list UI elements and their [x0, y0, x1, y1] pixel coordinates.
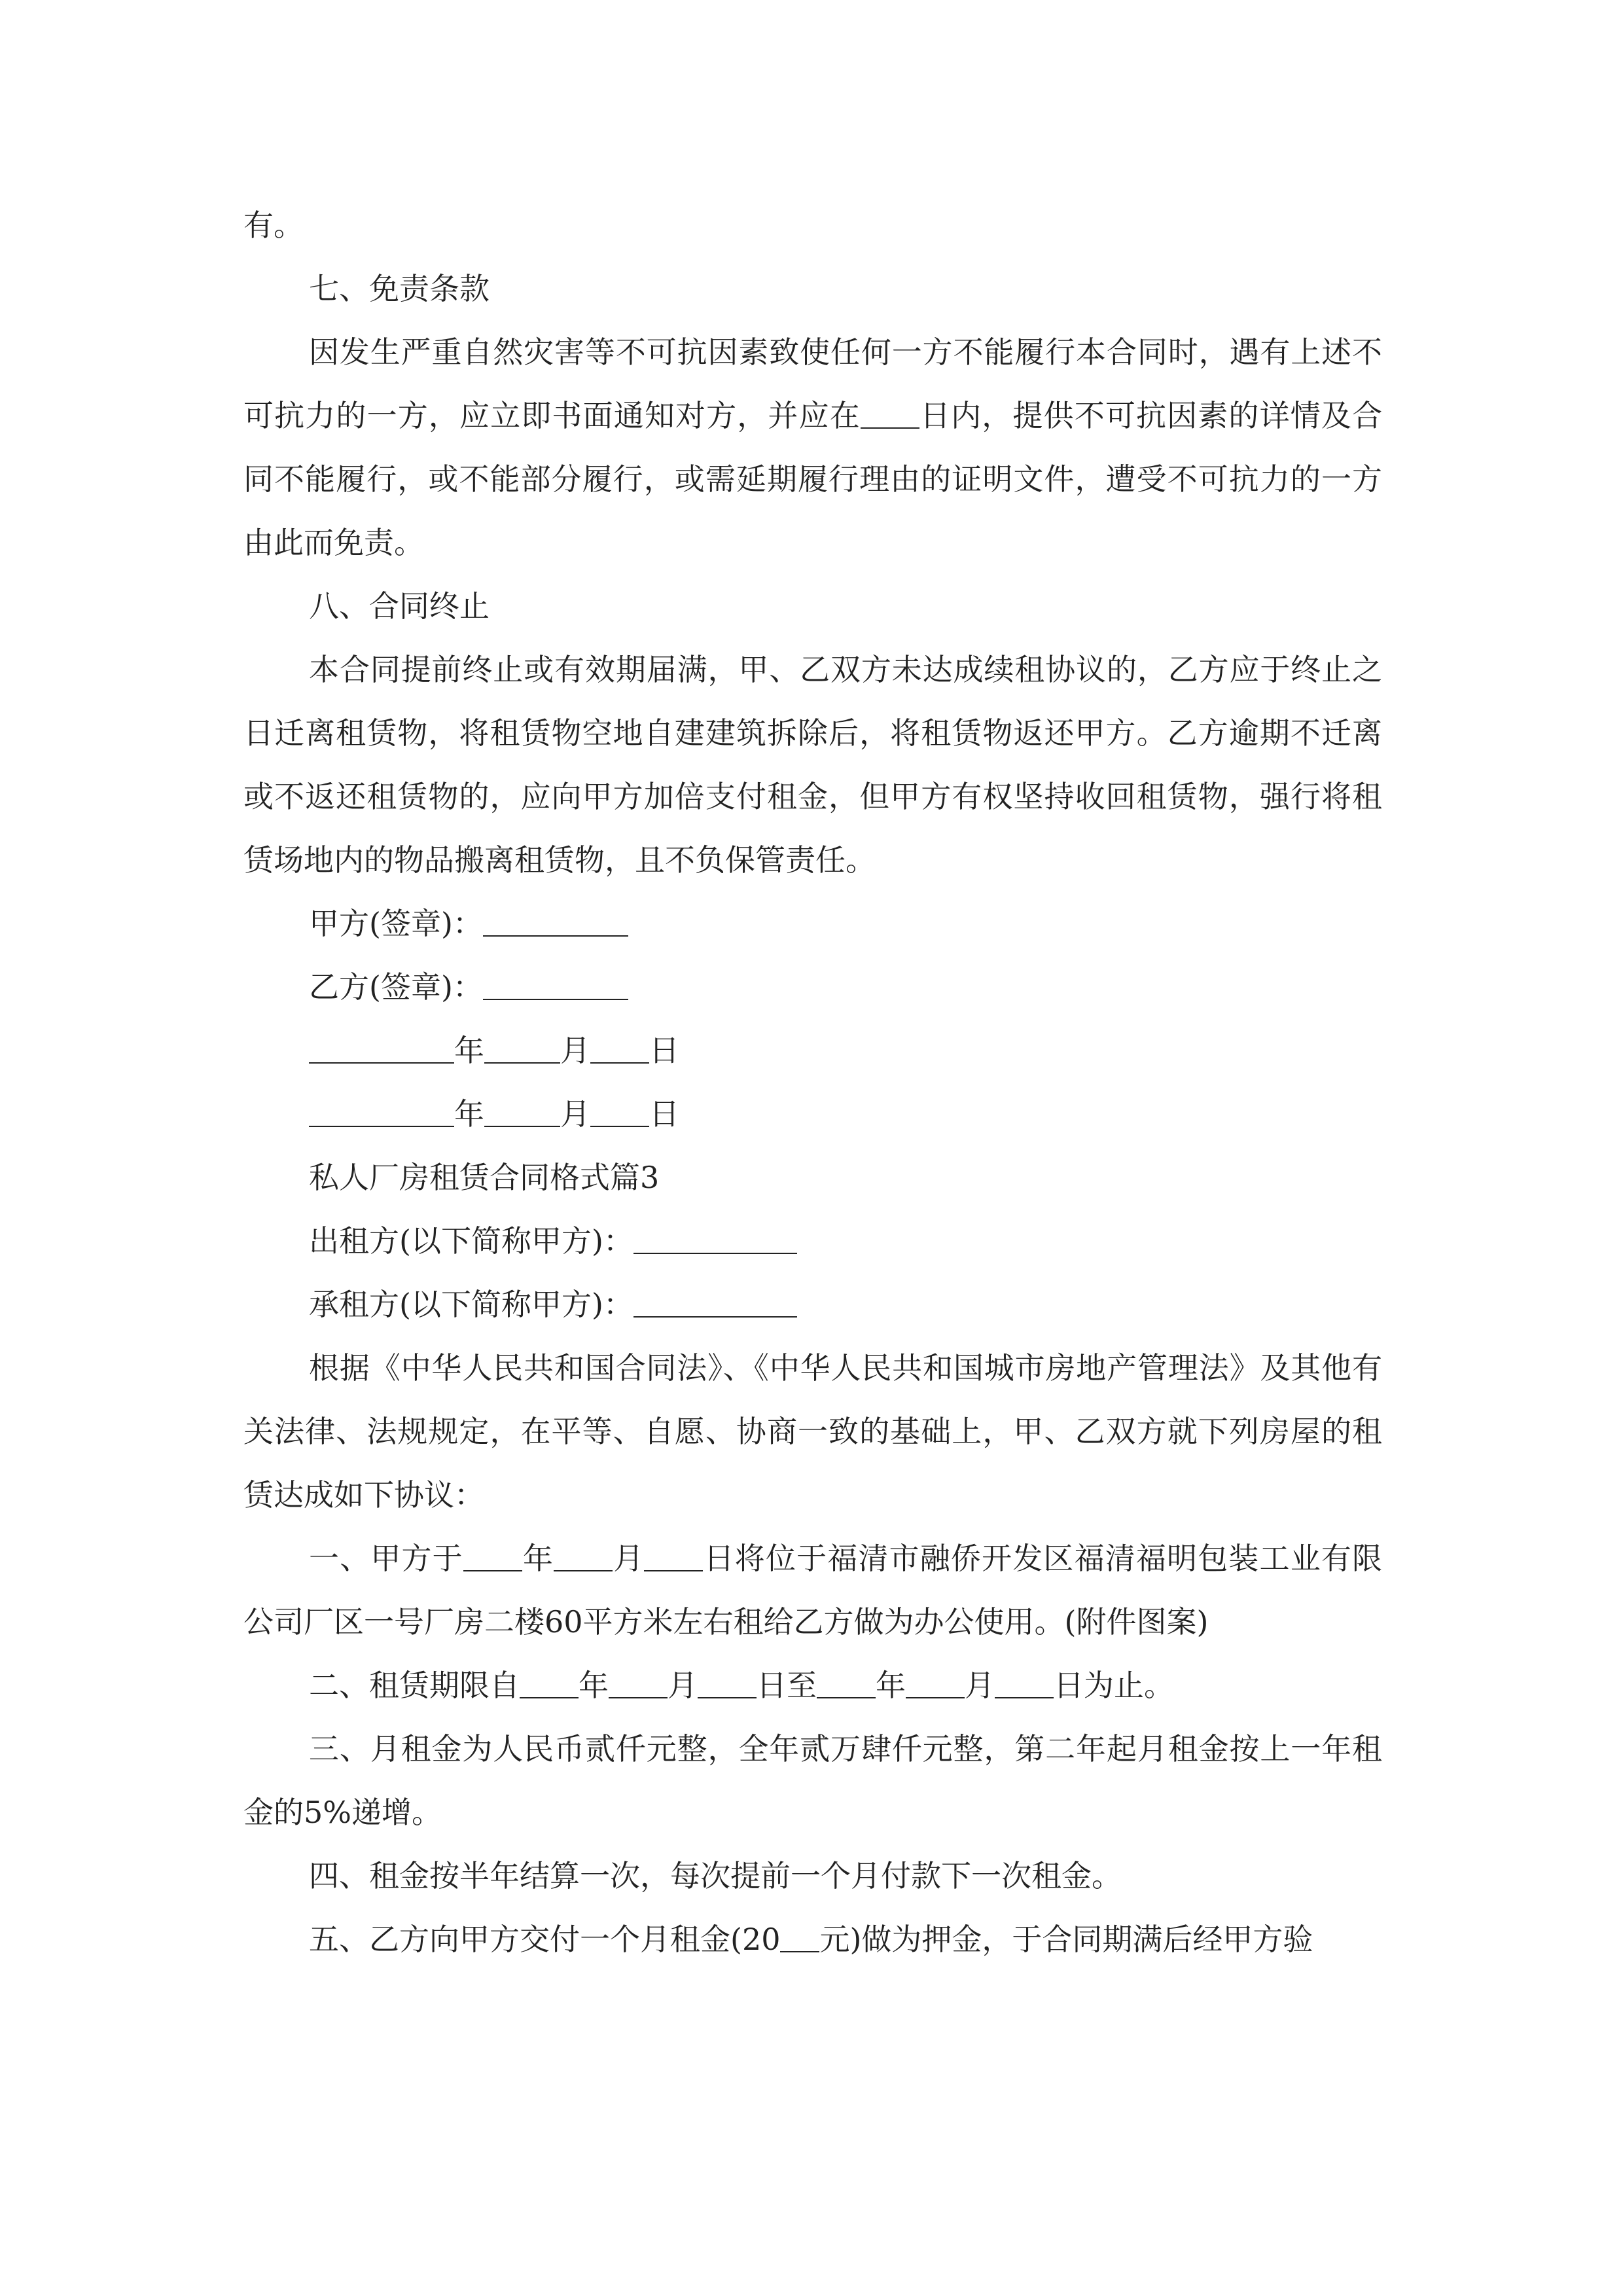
lessor-line: 出租方(以下简称甲方)：	[243, 1210, 1382, 1273]
blank-lessor	[633, 1229, 797, 1254]
lessee-line: 承租方(以下简称甲方)：	[243, 1273, 1382, 1336]
document-body	[243, 194, 1382, 1971]
section-heading-termination: 八、合同终止	[309, 588, 490, 624]
clause-4: 四、租金按半年结算一次，每次提前一个月付款下一次租金。	[309, 1858, 1122, 1893]
blank-month	[484, 1039, 560, 1064]
blank-lessee	[633, 1293, 797, 1318]
clause-5: 五、乙方向甲方交付一个月租金(20 元)做为押金，于合同期满后经甲方验	[309, 1922, 1313, 1957]
section-heading-exemption: 七、免责条款	[309, 271, 490, 306]
blank-end-day	[995, 1674, 1054, 1698]
signature-party-b: 乙方(签章)：	[243, 956, 1382, 1019]
blank-year	[309, 1102, 454, 1127]
blank-start-day	[698, 1674, 757, 1698]
clause-1: 一、甲方于 年 月 日将位于福清市融侨开发区福清福明包装工业有限公司厂区一号厂房二楼60平方米左右租给乙方做为办公使用。(附件图案)	[243, 1541, 1383, 1640]
clause-2: 二、租赁期限自 年 月 日至 年 月 日为止。	[309, 1668, 1174, 1703]
blank-signature-a	[483, 912, 628, 937]
blank-start-year	[520, 1674, 579, 1698]
date-line-2: 年 月 日	[243, 1083, 1382, 1146]
blank-day	[590, 1039, 649, 1064]
date-line-1: 年 月 日	[243, 1019, 1382, 1083]
blank-day	[644, 1547, 703, 1571]
blank-end-month	[906, 1674, 965, 1698]
signature-party-a: 甲方(签章)：	[243, 892, 1382, 956]
blank-end-year	[817, 1674, 876, 1698]
paragraph-termination: 本合同提前终止或有效期届满，甲、乙双方未达成续租协议的，乙方应于终止之日迁离租赁物，将租赁物空地自建建筑拆除后，将租赁物返还甲方。乙方逾期不迁离或不返还租赁物的，应向甲方加倍支付租金，但甲方有权坚持收回租赁物，强行将租赁场地内的物品搬离租赁物，且不负保管责任。	[243, 652, 1382, 878]
blank-month	[484, 1102, 560, 1127]
blank-year	[309, 1039, 454, 1064]
blank-deposit	[780, 1928, 819, 1952]
blank-year	[463, 1547, 522, 1571]
blank-days	[861, 404, 919, 429]
paragraph-continuation: 有。	[243, 207, 304, 243]
paragraph-legal-basis: 根据《中华人民共和国合同法》、《中华人民共和国城市房地产管理法》及其他有关法律、法规规定，在平等、自愿、协商一致的基础上，甲、乙双方就下列房屋的租赁达成如下协议：	[243, 1350, 1382, 1513]
blank-start-month	[609, 1674, 668, 1698]
section-title-part3: 私人厂房租赁合同格式篇3	[309, 1160, 660, 1195]
blank-signature-b	[483, 975, 628, 1000]
blank-day	[590, 1102, 649, 1127]
clause-3: 三、月租金为人民币贰仟元整，全年贰万肆仟元整，第二年起月租金按上一年租金的5%递增。	[243, 1731, 1382, 1830]
blank-month	[554, 1547, 613, 1571]
paragraph-force-majeure: 因发生严重自然灾害等不可抗因素致使任何一方不能履行本合同时，遇有上述不可抗力的一方，应立即书面通知对方，并应在 日内，提供不可抗因素的详情及合同不能履行，或不能部分履行，或需延期履行理由的证明文件，遭受不可抗力的一方由此而免责。	[243, 334, 1383, 560]
